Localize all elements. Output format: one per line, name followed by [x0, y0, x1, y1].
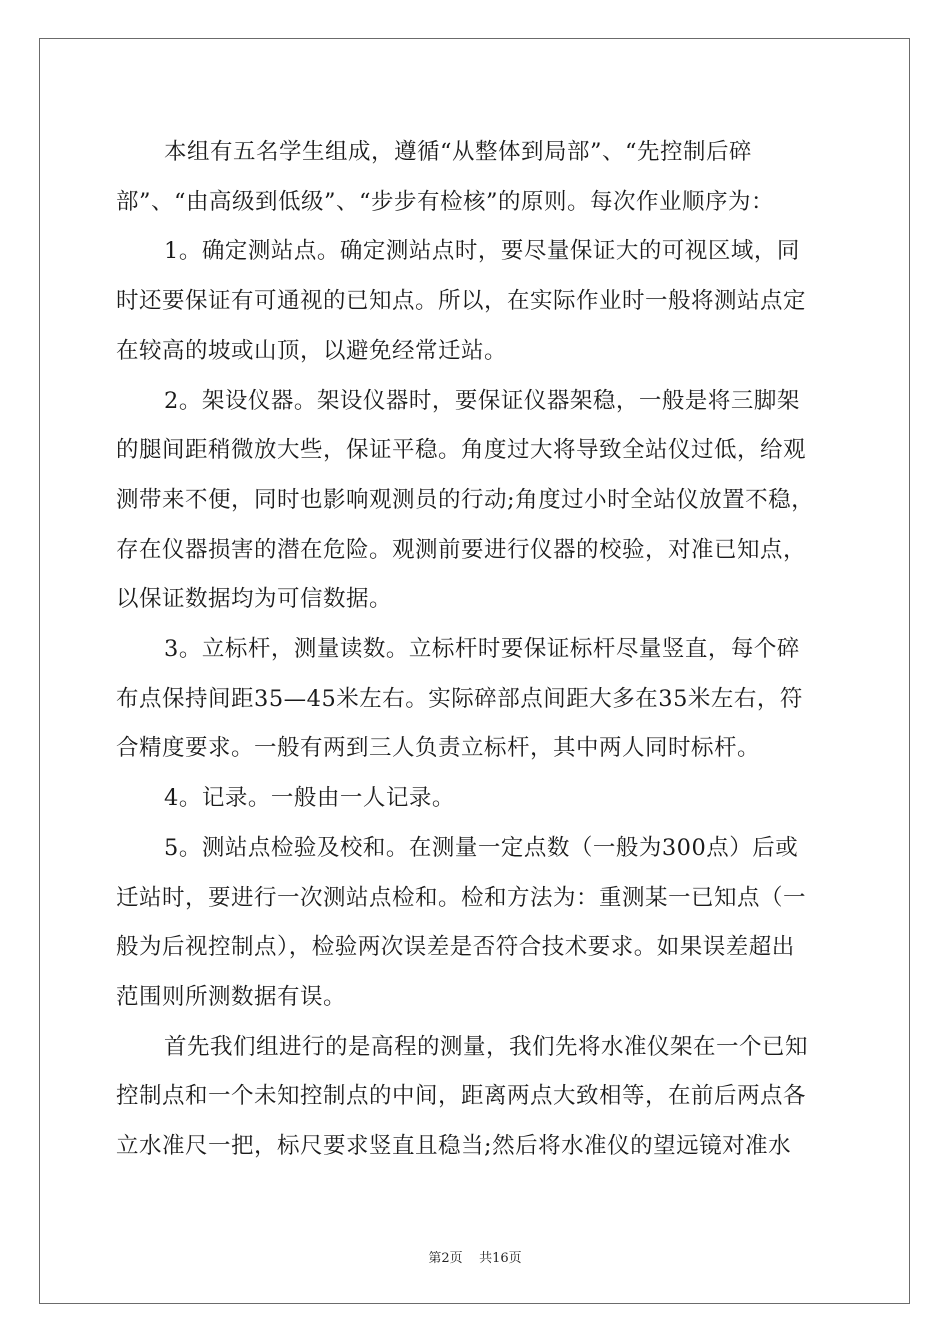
text-line: 布点保持间距35—45米左右。实际碎部点间距大多在35米左右，符 — [116, 685, 803, 712]
text-line: 立水准尺一把，标尺要求竖直且稳当;然后将水准仪的望远镜对准水 — [116, 1133, 792, 1160]
text-line: 首先我们组进行的是高程的测量，我们先将水准仪架在一个已知 — [164, 1033, 809, 1060]
text-line: 迁站时，要进行一次测站点检和。检和方法为：重测某一已知点（一 — [116, 884, 807, 911]
text-line: 在较高的坡或山顶，以避免经常迁站。 — [116, 337, 508, 364]
text-line: 1。确定测站点。确定测站点时，要尽量保证大的可视区域，同 — [164, 238, 800, 265]
paragraph-elevation — [116, 1023, 838, 1172]
page-number: 第2页 — [428, 1251, 463, 1266]
text-line: 时还要保证有可通视的已知点。所以，在实际作业时一般将测站点定 — [116, 288, 807, 315]
text-line: 以保证数据均为可信数据。 — [116, 586, 393, 613]
page-footer — [0, 1247, 950, 1266]
paragraph-step-1 — [116, 227, 838, 376]
text-line: 控制点和一个未知控制点的中间，距离两点大致相等，在前后两点各 — [116, 1083, 807, 1110]
text-line: 5。测站点检验及校和。在测量一定点数（一般为300点）后或 — [164, 834, 799, 861]
paragraph-step-2 — [116, 377, 838, 626]
text-line: 的腿间距稍微放大些，保证平稳。角度过大将导致全站仪过低，给观 — [116, 437, 807, 464]
document-body — [116, 128, 838, 1172]
page-total: 共16页 — [479, 1251, 522, 1266]
text-line: 部”、“由高级到低级”、“步步有检核”的原则。每次作业顺序为： — [116, 188, 775, 215]
text-line: 4。记录。一般由一人记录。 — [164, 785, 455, 812]
paragraph-step-5 — [116, 824, 838, 1023]
text-line: 本组有五名学生组成，遵循“从整体到局部”、“先控制后碎 — [164, 139, 753, 165]
text-line: 3。立标杆，测量读数。立标杆时要保证标杆尽量竖直，每个碎 — [164, 636, 800, 663]
text-line: 般为后视控制点），检验两次误差是否符合技术要求。如果误差超出 — [116, 934, 795, 961]
text-line: 范围则所测数据有误。 — [116, 983, 347, 1010]
text-line: 2。架设仪器。架设仪器时，要保证仪器架稳，一般是将三脚架 — [164, 387, 800, 414]
paragraph-step-4 — [116, 774, 838, 824]
paragraph-step-3 — [116, 625, 838, 774]
text-line: 存在仪器损害的潜在危险。观测前要进行仪器的校验，对准已知点， — [116, 536, 807, 563]
paragraph-intro — [116, 128, 838, 227]
text-line: 测带来不便，同时也影响观测员的行动;角度过小时全站仪放置不稳， — [116, 486, 815, 513]
text-line: 合精度要求。一般有两到三人负责立标杆，其中两人同时标杆。 — [116, 735, 761, 762]
